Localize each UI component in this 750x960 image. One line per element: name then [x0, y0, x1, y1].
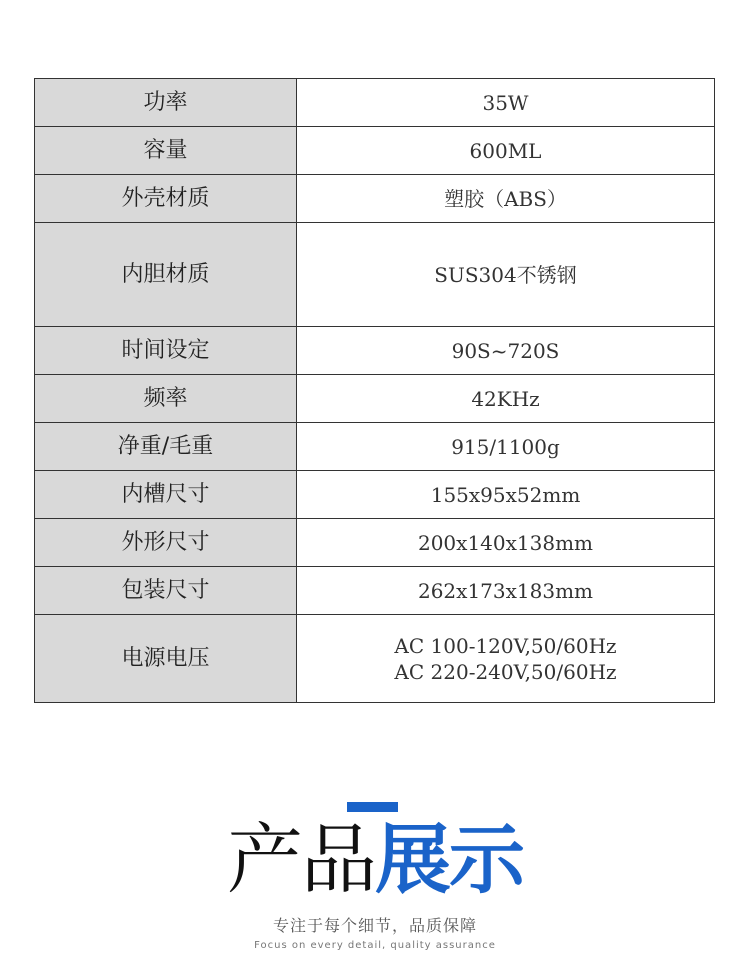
spec-value: 200x140x138mm: [297, 519, 715, 567]
table-row: [35, 423, 715, 471]
table-row: [35, 567, 715, 615]
spec-label: 净重/毛重: [35, 423, 297, 471]
section-title-black: 产品: [227, 815, 375, 904]
spec-label: 外形尺寸: [35, 519, 297, 567]
spec-value: 90S~720S: [297, 327, 715, 375]
spec-value: 155x95x52mm: [297, 471, 715, 519]
spec-label: 包装尺寸: [35, 567, 297, 615]
table-row: [35, 471, 715, 519]
table-row: [35, 79, 715, 127]
spec-label: 容量: [35, 127, 297, 175]
section-title: [0, 815, 750, 904]
spec-label: 频率: [35, 375, 297, 423]
table-row: [35, 127, 715, 175]
section-subtitle-cn: 专注于每个细节，品质保障: [272, 916, 477, 935]
spec-label: 电源电压: [35, 615, 297, 703]
spec-label: 外壳材质: [35, 175, 297, 223]
table-row: [35, 327, 715, 375]
table-row: [35, 519, 715, 567]
spec-label: 内胆材质: [35, 223, 297, 327]
spec-value: 42KHz: [297, 375, 715, 423]
table-row: [35, 615, 715, 703]
table-row: [35, 223, 715, 327]
spec-value: AC 100-120V,50/60Hz AC 220-240V,50/60Hz: [297, 615, 715, 703]
spec-value: 35W: [297, 79, 715, 127]
section-title-blue: 展示: [375, 815, 523, 904]
spec-value: 塑胶（ABS）: [297, 175, 715, 223]
table-row: [35, 375, 715, 423]
spec-value: SUS304不锈钢: [297, 223, 715, 327]
section-subtitle-en: Focus on every detail, quality assurance: [254, 940, 496, 951]
table-row: [35, 175, 715, 223]
spec-label: 功率: [35, 79, 297, 127]
accent-bar: [347, 802, 398, 812]
spec-label: 内槽尺寸: [35, 471, 297, 519]
spec-value: 915/1100g: [297, 423, 715, 471]
spec-value: 262x173x183mm: [297, 567, 715, 615]
spec-label: 时间设定: [35, 327, 297, 375]
product-showcase-header: [0, 790, 750, 960]
spec-table: [34, 78, 715, 703]
spec-value: 600ML: [297, 127, 715, 175]
